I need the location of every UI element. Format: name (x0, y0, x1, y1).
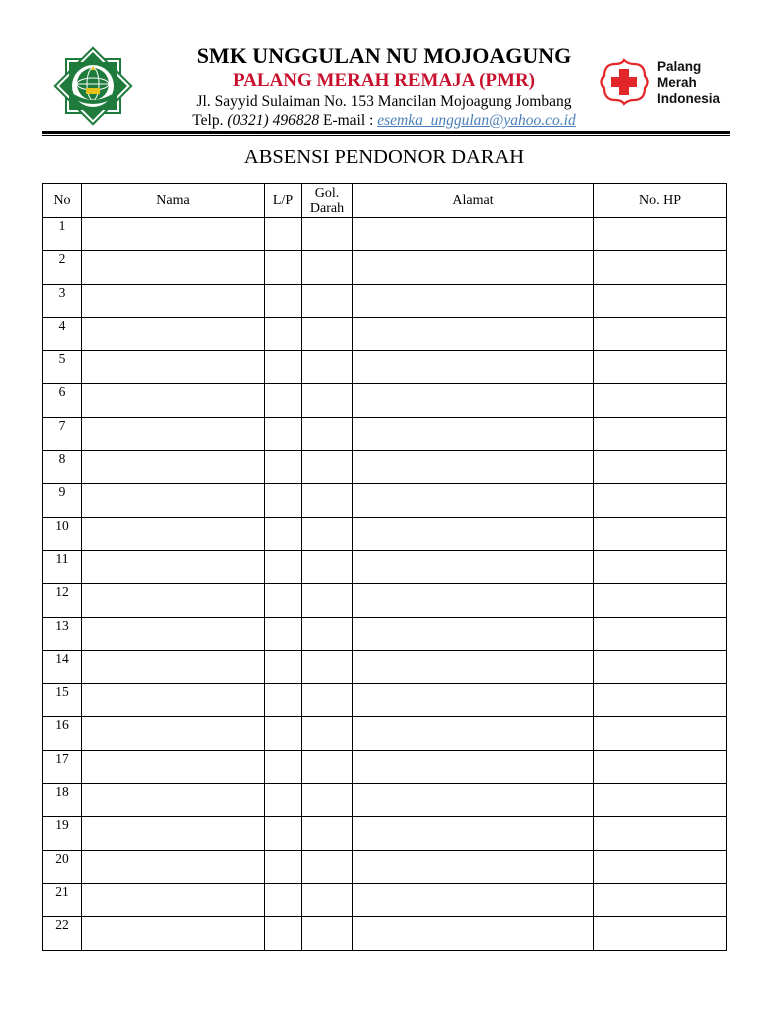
row-number: 3 (43, 284, 82, 317)
col-header-lp: L/P (265, 184, 302, 218)
cell-lp (265, 850, 302, 883)
row-number: 10 (43, 517, 82, 550)
school-name: SMK UNGGULAN NU MOJOAGUNG (196, 43, 572, 68)
cell-alamat (353, 850, 594, 883)
cell-gol-darah (302, 750, 353, 783)
row-number: 8 (43, 451, 82, 484)
cell-lp (265, 717, 302, 750)
cell-lp (265, 517, 302, 550)
table-row (43, 883, 727, 916)
cell-nama (82, 218, 265, 251)
table-row (43, 351, 727, 384)
telp-label: Telp. (192, 112, 228, 129)
cell-gol-darah (302, 784, 353, 817)
cell-nama (82, 351, 265, 384)
cell-nama (82, 883, 265, 916)
red-cross-icon (602, 60, 648, 104)
cell-hp (594, 550, 727, 583)
col-header-no: No (43, 184, 82, 218)
organization-name: PALANG MERAH REMAJA (PMR) (232, 70, 536, 91)
cell-lp (265, 451, 302, 484)
row-number: 4 (43, 317, 82, 350)
school-logo (53, 44, 133, 128)
cell-gol-darah (302, 817, 353, 850)
attendance-table (42, 183, 727, 951)
row-number: 5 (43, 351, 82, 384)
cell-gol-darah (302, 484, 353, 517)
cell-lp (265, 351, 302, 384)
cell-nama (82, 650, 265, 683)
cell-hp (594, 617, 727, 650)
table-row (43, 817, 727, 850)
row-number: 18 (43, 784, 82, 817)
row-number: 7 (43, 417, 82, 450)
pmi-line3: Indonesia (657, 91, 721, 106)
row-number: 21 (43, 883, 82, 916)
table-row (43, 550, 727, 583)
cell-gol-darah (302, 550, 353, 583)
table-row (43, 451, 727, 484)
cell-hp (594, 817, 727, 850)
cell-gol-darah (302, 517, 353, 550)
cell-gol-darah (302, 351, 353, 384)
col-header-gol-darah (302, 184, 353, 218)
col-header-nama: Nama (82, 184, 265, 218)
cell-nama (82, 384, 265, 417)
cell-hp (594, 717, 727, 750)
cell-gol-darah (302, 284, 353, 317)
header-rule-thin (42, 135, 730, 136)
cell-hp (594, 384, 727, 417)
cell-nama (82, 484, 265, 517)
cell-alamat (353, 451, 594, 484)
table-row (43, 417, 727, 450)
cell-nama (82, 817, 265, 850)
header-rule-thick (42, 131, 730, 134)
cell-gol-darah (302, 317, 353, 350)
table-row (43, 484, 727, 517)
table-row (43, 617, 727, 650)
table-row (43, 218, 727, 251)
table-row (43, 284, 727, 317)
row-number: 16 (43, 717, 82, 750)
cell-alamat (353, 417, 594, 450)
cell-hp (594, 650, 727, 683)
telp-number: (0321) 496828 (227, 112, 320, 129)
document-title: ABSENSI PENDONOR DARAH (243, 146, 525, 168)
cell-alamat (353, 484, 594, 517)
cell-hp (594, 517, 727, 550)
cell-lp (265, 617, 302, 650)
cell-lp (265, 384, 302, 417)
table-row (43, 850, 727, 883)
table-row (43, 584, 727, 617)
cell-gol-darah (302, 384, 353, 417)
cell-alamat (353, 917, 594, 950)
cell-nama (82, 917, 265, 950)
cell-alamat (353, 717, 594, 750)
row-number: 6 (43, 384, 82, 417)
cell-hp (594, 917, 727, 950)
row-number: 19 (43, 817, 82, 850)
cell-alamat (353, 284, 594, 317)
cell-hp (594, 850, 727, 883)
row-number: 15 (43, 684, 82, 717)
cell-gol-darah (302, 850, 353, 883)
cell-nama (82, 584, 265, 617)
cell-alamat (353, 317, 594, 350)
table-row (43, 317, 727, 350)
cell-lp (265, 584, 302, 617)
col-header-alamat: Alamat (353, 184, 594, 218)
cell-gol-darah (302, 218, 353, 251)
cell-hp (594, 584, 727, 617)
table-row (43, 717, 727, 750)
cell-gol-darah (302, 451, 353, 484)
cell-lp (265, 917, 302, 950)
row-number: 20 (43, 850, 82, 883)
row-number: 13 (43, 617, 82, 650)
cell-nama (82, 417, 265, 450)
cell-gol-darah (302, 584, 353, 617)
cell-nama (82, 717, 265, 750)
row-number: 12 (43, 584, 82, 617)
cell-lp (265, 750, 302, 783)
letterhead (150, 42, 618, 130)
cell-lp (265, 417, 302, 450)
cell-hp (594, 218, 727, 251)
cell-alamat (353, 584, 594, 617)
cell-lp (265, 883, 302, 916)
cell-hp (594, 883, 727, 916)
cell-nama (82, 784, 265, 817)
row-number: 14 (43, 650, 82, 683)
cell-alamat (353, 251, 594, 284)
email-label: E-mail : (319, 112, 378, 129)
cell-hp (594, 417, 727, 450)
col-header-hp: No. HP (594, 184, 727, 218)
pmi-line1: Palang (657, 59, 702, 74)
row-number: 22 (43, 917, 82, 950)
gol-label-2: Darah (309, 200, 345, 216)
table-row (43, 650, 727, 683)
cell-gol-darah (302, 650, 353, 683)
cell-nama (82, 850, 265, 883)
cell-gol-darah (302, 684, 353, 717)
cell-alamat (353, 617, 594, 650)
cell-alamat (353, 684, 594, 717)
pmi-logo (598, 56, 733, 108)
cell-lp (265, 784, 302, 817)
cell-hp (594, 684, 727, 717)
cell-alamat (353, 883, 594, 916)
row-number: 1 (43, 218, 82, 251)
cell-lp (265, 650, 302, 683)
cell-nama (82, 517, 265, 550)
cell-nama (82, 617, 265, 650)
cell-hp (594, 750, 727, 783)
cell-hp (594, 784, 727, 817)
cell-alamat (353, 384, 594, 417)
cell-lp (265, 284, 302, 317)
cell-alamat (353, 218, 594, 251)
cell-gol-darah (302, 917, 353, 950)
table-row (43, 917, 727, 950)
cell-gol-darah (302, 617, 353, 650)
cell-alamat (353, 817, 594, 850)
table-row (43, 750, 727, 783)
cell-lp (265, 817, 302, 850)
cell-lp (265, 484, 302, 517)
gol-label-1: Gol. (314, 185, 340, 201)
cell-nama (82, 317, 265, 350)
cell-alamat (353, 550, 594, 583)
cell-alamat (353, 750, 594, 783)
cell-gol-darah (302, 717, 353, 750)
contact-line (150, 111, 618, 130)
cell-hp (594, 484, 727, 517)
cell-alamat (353, 650, 594, 683)
cell-gol-darah (302, 417, 353, 450)
cell-alamat (353, 517, 594, 550)
cell-hp (594, 351, 727, 384)
row-number: 2 (43, 251, 82, 284)
cell-hp (594, 251, 727, 284)
cell-alamat (353, 351, 594, 384)
cell-hp (594, 451, 727, 484)
pmi-line2: Merah (657, 75, 697, 90)
cell-hp (594, 284, 727, 317)
row-number: 11 (43, 550, 82, 583)
table-row (43, 684, 727, 717)
cell-nama (82, 684, 265, 717)
cell-nama (82, 550, 265, 583)
cell-lp (265, 251, 302, 284)
table-row (43, 784, 727, 817)
school-address: Jl. Sayyid Sulaiman No. 153 Mancilan Mojoagung Jombang (196, 93, 572, 110)
table-row (43, 384, 727, 417)
cell-lp (265, 317, 302, 350)
cell-alamat (353, 784, 594, 817)
table-row (43, 517, 727, 550)
cell-gol-darah (302, 251, 353, 284)
cell-nama (82, 451, 265, 484)
table-header-row (43, 184, 727, 218)
cell-lp (265, 684, 302, 717)
cell-lp (265, 218, 302, 251)
cell-hp (594, 317, 727, 350)
table-row (43, 251, 727, 284)
cell-nama (82, 284, 265, 317)
row-number: 17 (43, 750, 82, 783)
cell-lp (265, 550, 302, 583)
email-link[interactable]: esemka_unggulan@yahoo.co.id (377, 112, 576, 129)
cell-gol-darah (302, 883, 353, 916)
row-number: 9 (43, 484, 82, 517)
cell-nama (82, 750, 265, 783)
cell-nama (82, 251, 265, 284)
